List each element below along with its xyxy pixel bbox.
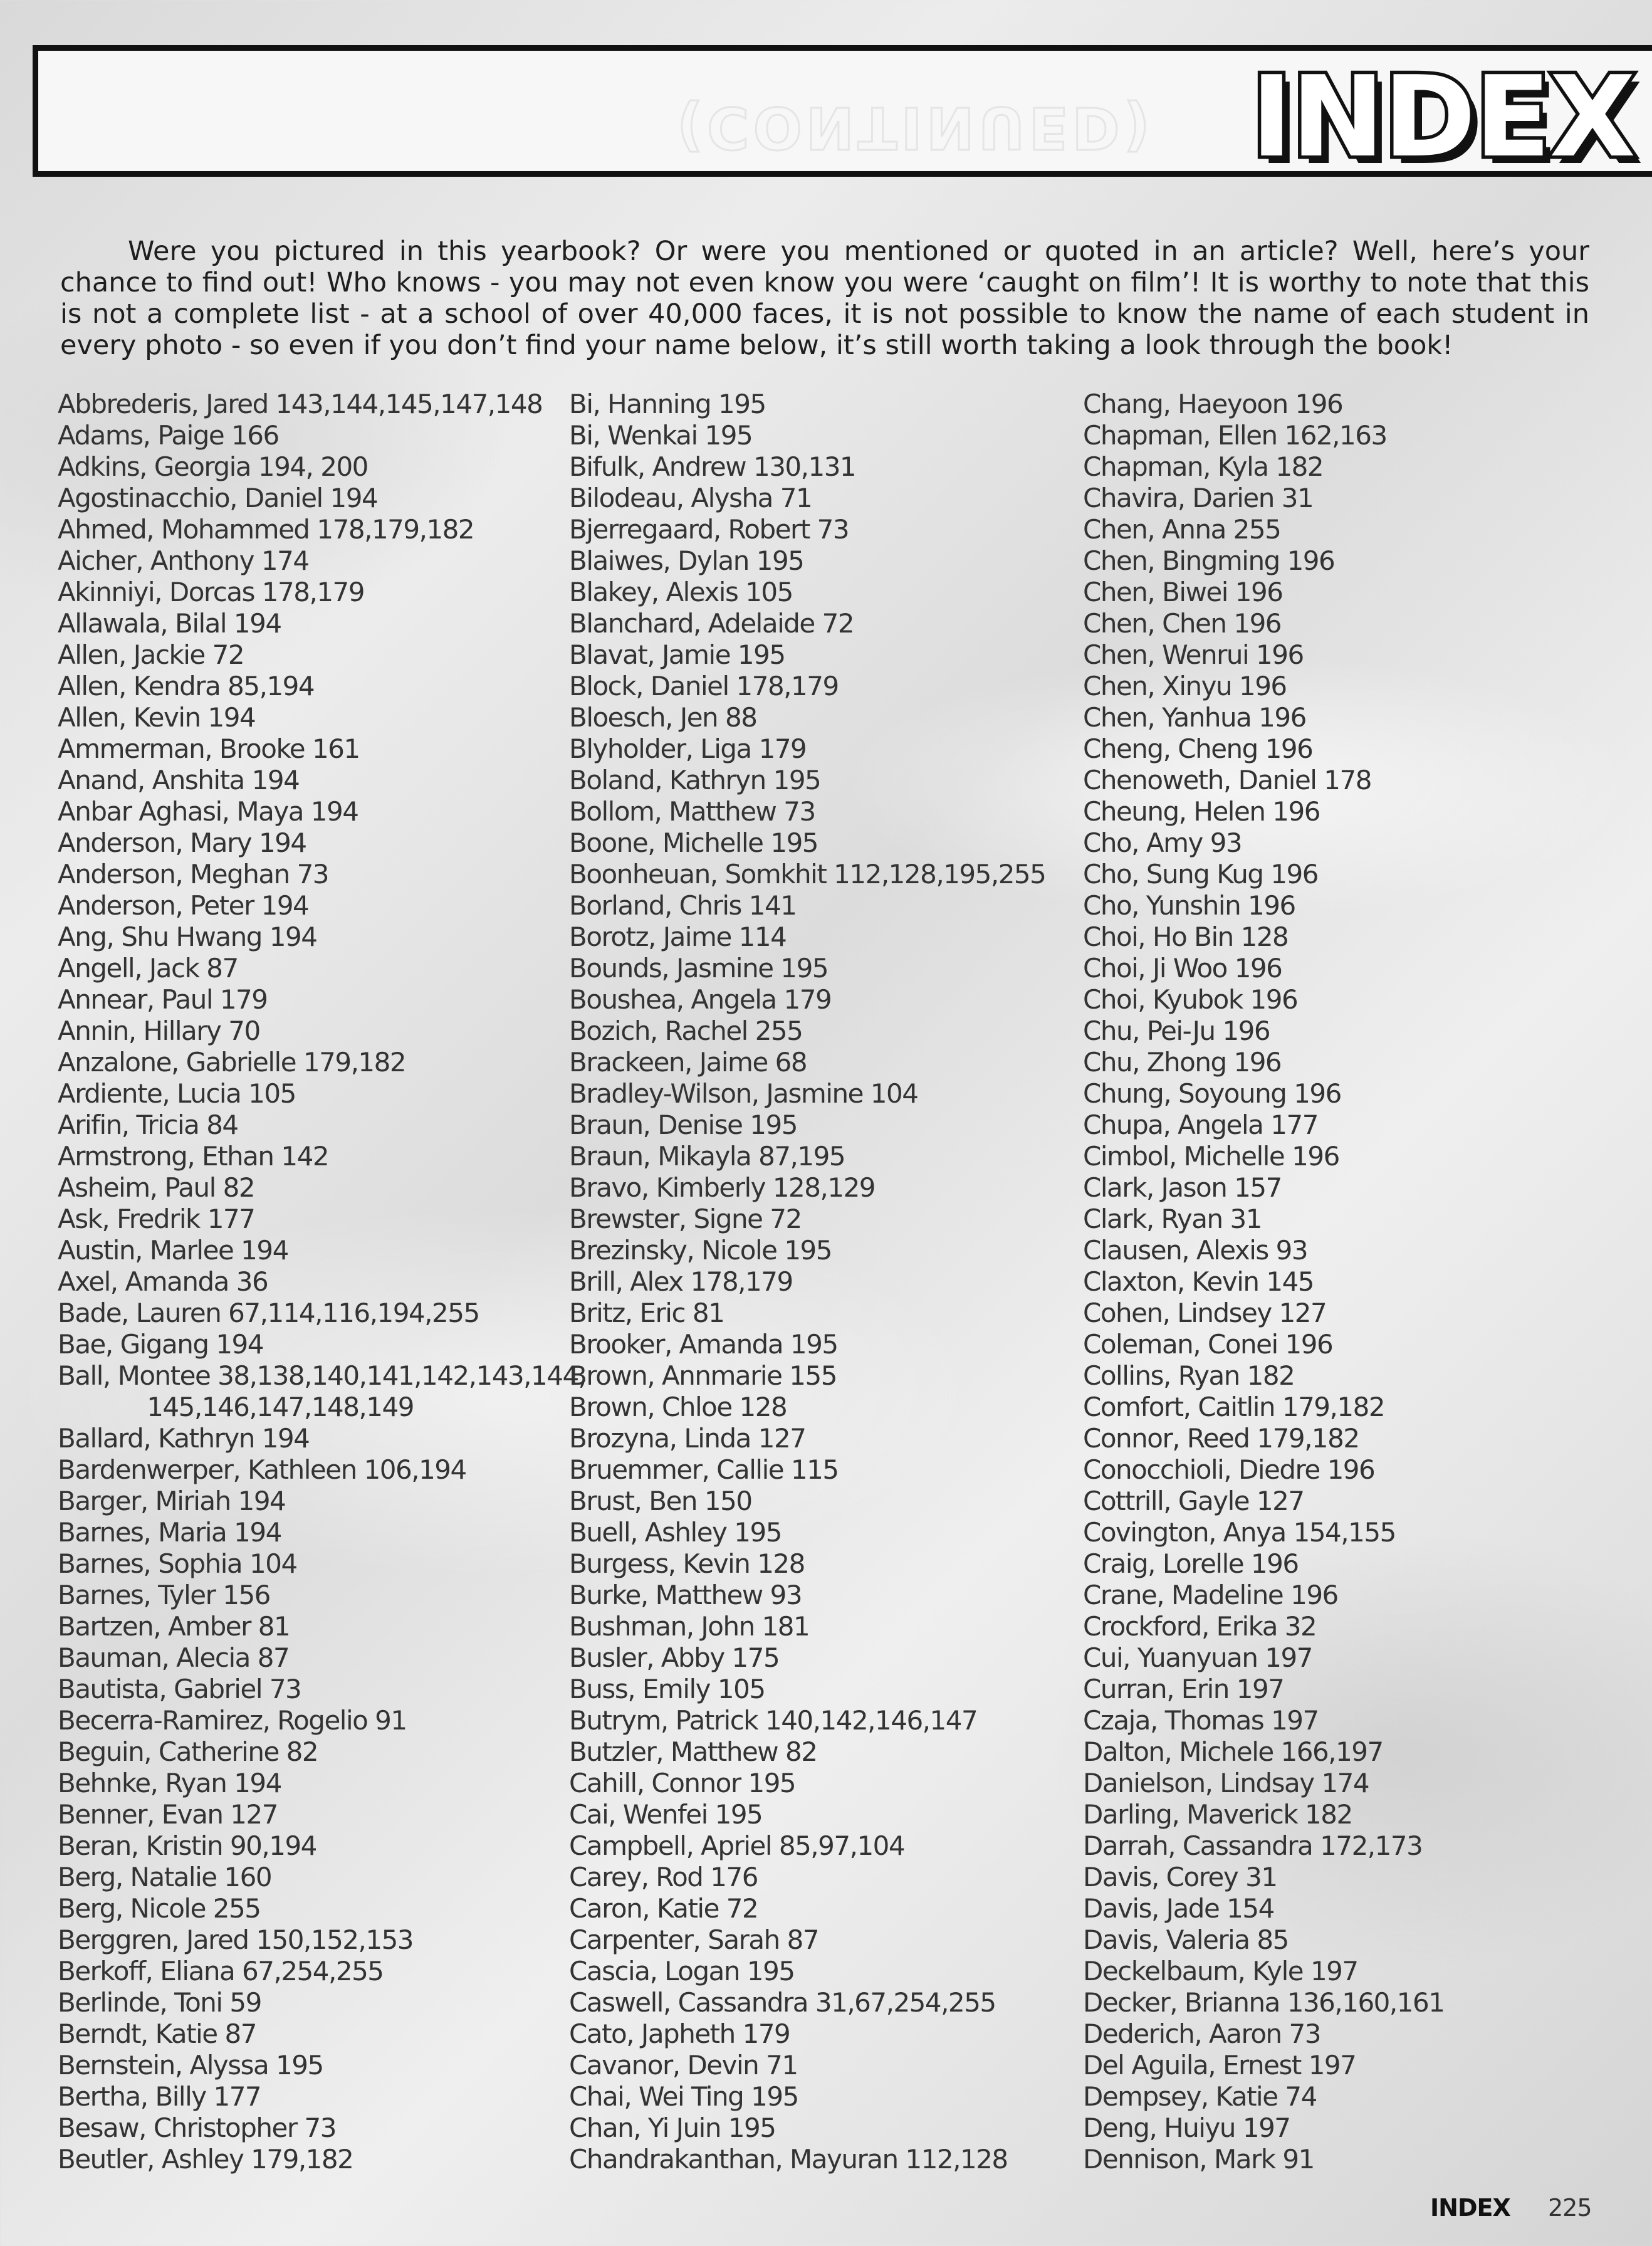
index-entry: Chandrakanthan, Mayuran 112,128: [569, 2144, 1008, 2175]
index-entry: Clark, Ryan 31: [1083, 1204, 1262, 1234]
index-entry: Ask, Fredrik 177: [58, 1204, 255, 1234]
index-entry: Brezinsky, Nicole 195: [569, 1235, 832, 1266]
index-entry: Choi, Kyubok 196: [1083, 984, 1298, 1015]
index-entry: Anderson, Meghan 73: [58, 859, 329, 889]
index-entry: Carpenter, Sarah 87: [569, 1924, 819, 1955]
index-entry: Braun, Mikayla 87,195: [569, 1141, 845, 1172]
index-entry: Blaiwes, Dylan 195: [569, 545, 804, 576]
index-entry: Benner, Evan 127: [58, 1799, 278, 1830]
index-entry: Clausen, Alexis 93: [1083, 1235, 1308, 1266]
index-entry: Adkins, Georgia 194, 200: [58, 451, 368, 482]
index-entry: Bernstein, Alyssa 195: [58, 2050, 323, 2081]
index-entry: Chenoweth, Daniel 178: [1083, 765, 1371, 795]
index-entry: Arifin, Tricia 84: [58, 1110, 238, 1140]
index-entry: Chai, Wei Ting 195: [569, 2081, 798, 2112]
index-entry: Bilodeau, Alysha 71: [569, 483, 812, 513]
index-entry: Cai, Wenfei 195: [569, 1799, 763, 1830]
index-entry: Burgess, Kevin 128: [569, 1548, 805, 1579]
index-entry: Bravo, Kimberly 128,129: [569, 1172, 876, 1203]
index-entry: Curran, Erin 197: [1083, 1674, 1284, 1704]
index-entry: Brackeen, Jaime 68: [569, 1047, 807, 1078]
index-entry: Ballard, Kathryn 194: [58, 1423, 310, 1454]
index-entry: Bae, Gigang 194: [58, 1329, 263, 1360]
index-entry: Blanchard, Adelaide 72: [569, 608, 854, 639]
index-entry: Annin, Hillary 70: [58, 1015, 260, 1046]
index-entry: Chen, Anna 255: [1083, 514, 1281, 545]
index-entry: Berkoff, Eliana 67,254,255: [58, 1956, 384, 1986]
index-entry: Chen, Biwei 196: [1083, 577, 1283, 607]
index-entry: Aicher, Anthony 174: [58, 545, 309, 576]
index-entry: 145,146,147,148,149: [58, 1392, 414, 1422]
page-title: INDEX: [1251, 52, 1634, 182]
index-entry: Barnes, Tyler 156: [58, 1580, 270, 1610]
index-entry: Britz, Eric 81: [569, 1298, 724, 1328]
index-entry: Choi, Ji Woo 196: [1083, 953, 1282, 984]
index-entry: Cho, Sung Kug 196: [1083, 859, 1318, 889]
index-entry: Allen, Kevin 194: [58, 702, 256, 733]
intro-paragraph: Were you pictured in this yearbook? Or were you mentioned or quoted in an article? Well, here’s your chance to find out! Who knows - you may not even know you were ‘caught on film’! It is worthy to note that this is not a complete list - at a school of over 40,000 faces, it is not possible to know the name of each student in every photo - so even if you don’t find your name below, it’s still worth taking a look through the book!: [60, 236, 1589, 361]
index-entry: Bushman, John 181: [569, 1611, 810, 1642]
index-entry: Adams, Paige 166: [58, 420, 279, 451]
index-entry: Butrym, Patrick 140,142,146,147: [569, 1705, 978, 1736]
index-entry: Bartzen, Amber 81: [58, 1611, 290, 1642]
index-entry: Bi, Wenkai 195: [569, 420, 753, 451]
index-column-3: [1083, 389, 1444, 2175]
index-entry: Crockford, Erika 32: [1083, 1611, 1317, 1642]
index-entry: Bauman, Alecia 87: [58, 1642, 290, 1673]
index-entry: Borland, Chris 141: [569, 890, 797, 921]
index-entry: Bjerregaard, Robert 73: [569, 514, 849, 545]
index-entry: Bounds, Jasmine 195: [569, 953, 829, 984]
index-entry: Czaja, Thomas 197: [1083, 1705, 1319, 1736]
index-entry: Allawala, Bilal 194: [58, 608, 281, 639]
index-entry: Cheng, Cheng 196: [1083, 733, 1313, 764]
index-entry: Comfort, Caitlin 179,182: [1083, 1392, 1385, 1422]
index-entry: Bifulk, Andrew 130,131: [569, 451, 856, 482]
index-entry: Cimbol, Michelle 196: [1083, 1141, 1339, 1172]
page-number: 225: [1548, 2194, 1592, 2222]
index-entry: Caswell, Cassandra 31,67,254,255: [569, 1987, 996, 2018]
index-entry: Barnes, Sophia 104: [58, 1548, 297, 1579]
index-entry: Blakey, Alexis 105: [569, 577, 793, 607]
index-entry: Barger, Miriah 194: [58, 1486, 286, 1516]
index-entry: Austin, Marlee 194: [58, 1235, 288, 1266]
index-entry: Ardiente, Lucia 105: [58, 1078, 296, 1109]
index-entry: Armstrong, Ethan 142: [58, 1141, 329, 1172]
index-entry: Cottrill, Gayle 127: [1083, 1486, 1304, 1516]
index-entry: Ang, Shu Hwang 194: [58, 921, 317, 952]
index-entry: Axel, Amanda 36: [58, 1266, 268, 1297]
index-entry: Cavanor, Devin 71: [569, 2050, 798, 2081]
index-entry: Dempsey, Katie 74: [1083, 2081, 1317, 2112]
index-entry: Butzler, Matthew 82: [569, 1736, 817, 1767]
index-entry: Burke, Matthew 93: [569, 1580, 802, 1610]
index-entry: Brown, Chloe 128: [569, 1392, 787, 1422]
index-entry: Bradley-Wilson, Jasmine 104: [569, 1078, 918, 1109]
index-entry: Bardenwerper, Kathleen 106,194: [58, 1454, 466, 1485]
index-entry: Ahmed, Mohammed 178,179,182: [58, 514, 474, 545]
index-entry: Chen, Yanhua 196: [1083, 702, 1306, 733]
index-entry: Anbar Aghasi, Maya 194: [58, 796, 358, 827]
index-entry: Brust, Ben 150: [569, 1486, 752, 1516]
index-entry: Boland, Kathryn 195: [569, 765, 821, 795]
index-entry: Del Aguila, Ernest 197: [1083, 2050, 1356, 2081]
index-entry: Clark, Jason 157: [1083, 1172, 1282, 1203]
index-entry: Blavat, Jamie 195: [569, 639, 785, 670]
index-entry: Braun, Denise 195: [569, 1110, 797, 1140]
index-entry: Bollom, Matthew 73: [569, 796, 815, 827]
index-entry: Allen, Kendra 85,194: [58, 671, 315, 701]
index-entry: Brill, Alex 178,179: [569, 1266, 793, 1297]
index-entry: Chupa, Angela 177: [1083, 1110, 1318, 1140]
index-entry: Brewster, Signe 72: [569, 1204, 802, 1234]
index-entry: Buss, Emily 105: [569, 1674, 765, 1704]
index-entry: Anderson, Peter 194: [58, 890, 309, 921]
index-entry: Dalton, Michele 166,197: [1083, 1736, 1383, 1767]
index-entry: Deng, Huiyu 197: [1083, 2112, 1290, 2143]
index-entry: Choi, Ho Bin 128: [1083, 921, 1289, 952]
index-entry: Agostinacchio, Daniel 194: [58, 483, 378, 513]
index-entry: Berggren, Jared 150,152,153: [58, 1924, 414, 1955]
index-entry: Chapman, Ellen 162,163: [1083, 420, 1387, 451]
index-entry: Bautista, Gabriel 73: [58, 1674, 301, 1704]
index-entry: Allen, Jackie 72: [58, 639, 244, 670]
index-entry: Beguin, Catherine 82: [58, 1736, 318, 1767]
index-entry: Blyholder, Liga 179: [569, 733, 807, 764]
index-entry: Cho, Yunshin 196: [1083, 890, 1295, 921]
index-entry: Davis, Corey 31: [1083, 1862, 1277, 1892]
index-entry: Bruemmer, Callie 115: [569, 1454, 839, 1485]
index-entry: Borotz, Jaime 114: [569, 921, 787, 952]
footer-section-label: INDEX: [1430, 2194, 1510, 2222]
index-entry: Boone, Michelle 195: [569, 827, 818, 858]
index-entry: Chung, Soyoung 196: [1083, 1078, 1341, 1109]
index-entry: Chen, Wenrui 196: [1083, 639, 1304, 670]
index-entry: Akinniyi, Dorcas 178,179: [58, 577, 364, 607]
index-entry: Anand, Anshita 194: [58, 765, 300, 795]
index-entry: Brooker, Amanda 195: [569, 1329, 838, 1360]
index-entry: Chu, Pei-Ju 196: [1083, 1015, 1270, 1046]
index-entry: Beran, Kristin 90,194: [58, 1830, 316, 1861]
index-entry: Coleman, Conei 196: [1083, 1329, 1333, 1360]
index-entry: Davis, Jade 154: [1083, 1893, 1274, 1924]
index-entry: Berg, Nicole 255: [58, 1893, 261, 1924]
index-entry: Becerra-Ramirez, Rogelio 91: [58, 1705, 407, 1736]
index-entry: Bozich, Rachel 255: [569, 1015, 803, 1046]
index-entry: Chen, Bingming 196: [1083, 545, 1335, 576]
index-entry: Cui, Yuanyuan 197: [1083, 1642, 1312, 1673]
index-entry: Chang, Haeyoon 196: [1083, 389, 1343, 419]
index-entry: Cohen, Lindsey 127: [1083, 1298, 1327, 1328]
index-entry: Danielson, Lindsay 174: [1083, 1768, 1369, 1798]
index-entry: Ball, Montee 38,138,140,141,142,143,144,: [58, 1360, 586, 1391]
index-entry: Carey, Rod 176: [569, 1862, 758, 1892]
index-column-1: [58, 389, 586, 2175]
index-entry: Dennison, Mark 91: [1083, 2144, 1314, 2175]
index-entry: Berlinde, Toni 59: [58, 1987, 261, 2018]
index-entry: Chapman, Kyla 182: [1083, 451, 1324, 482]
index-entry: Chavira, Darien 31: [1083, 483, 1314, 513]
index-entry: Abbrederis, Jared 143,144,145,147,148: [58, 389, 543, 419]
index-entry: Cascia, Logan 195: [569, 1956, 795, 1986]
index-entry: Busler, Abby 175: [569, 1642, 780, 1673]
index-entry: Bertha, Billy 177: [58, 2081, 261, 2112]
index-entry: Chen, Chen 196: [1083, 608, 1282, 639]
index-entry: Buell, Ashley 195: [569, 1517, 782, 1548]
index-entry: Boushea, Angela 179: [569, 984, 832, 1015]
index-entry: Angell, Jack 87: [58, 953, 238, 984]
index-entry: Bade, Lauren 67,114,116,194,255: [58, 1298, 479, 1328]
index-entry: Dederich, Aaron 73: [1083, 2018, 1320, 2049]
index-entry: Chen, Xinyu 196: [1083, 671, 1287, 701]
index-entry: Deckelbaum, Kyle 197: [1083, 1956, 1358, 1986]
index-entry: Decker, Brianna 136,160,161: [1083, 1987, 1445, 2018]
index-entry: Chan, Yi Juin 195: [569, 2112, 776, 2143]
index-entry: Connor, Reed 179,182: [1083, 1423, 1359, 1454]
index-entry: Cheung, Helen 196: [1083, 796, 1320, 827]
index-entry: Berg, Natalie 160: [58, 1862, 272, 1892]
index-entry: Cho, Amy 93: [1083, 827, 1242, 858]
index-entry: Anzalone, Gabrielle 179,182: [58, 1047, 406, 1078]
index-entry: Collins, Ryan 182: [1083, 1360, 1295, 1391]
index-entry: Barnes, Maria 194: [58, 1517, 281, 1548]
index-entry: Asheim, Paul 82: [58, 1172, 255, 1203]
index-entry: Darrah, Cassandra 172,173: [1083, 1830, 1423, 1861]
index-entry: Behnke, Ryan 194: [58, 1768, 281, 1798]
index-entry: Boonheuan, Somkhit 112,128,195,255: [569, 859, 1046, 889]
header-ghost-text: (CONTINUED): [677, 94, 1154, 161]
index-entry: Covington, Anya 154,155: [1083, 1517, 1396, 1548]
index-entry: Conocchioli, Diedre 196: [1083, 1454, 1375, 1485]
index-entry: Anderson, Mary 194: [58, 827, 306, 858]
index-entry: Davis, Valeria 85: [1083, 1924, 1289, 1955]
index-entry: Crane, Madeline 196: [1083, 1580, 1338, 1610]
index-entry: Ammerman, Brooke 161: [58, 733, 360, 764]
index-entry: Besaw, Christopher 73: [58, 2112, 336, 2143]
index-entry: Cato, Japheth 179: [569, 2018, 790, 2049]
index-entry: Bloesch, Jen 88: [569, 702, 757, 733]
index-entry: Craig, Lorelle 196: [1083, 1548, 1299, 1579]
index-entry: Claxton, Kevin 145: [1083, 1266, 1314, 1297]
index-entry: Darling, Maverick 182: [1083, 1799, 1352, 1830]
index-entry: Campbell, Apriel 85,97,104: [569, 1830, 905, 1861]
index-entry: Beutler, Ashley 179,182: [58, 2144, 353, 2175]
index-entry: Block, Daniel 178,179: [569, 671, 839, 701]
index-entry: Chu, Zhong 196: [1083, 1047, 1282, 1078]
index-entry: Bi, Hanning 195: [569, 389, 766, 419]
index-column-2: [569, 389, 1045, 2175]
index-entry: Brown, Annmarie 155: [569, 1360, 837, 1391]
index-entry: Brozyna, Linda 127: [569, 1423, 806, 1454]
index-entry: Caron, Katie 72: [569, 1893, 758, 1924]
index-entry: Annear, Paul 179: [58, 984, 268, 1015]
index-entry: Berndt, Katie 87: [58, 2018, 256, 2049]
index-entry: Cahill, Connor 195: [569, 1768, 796, 1798]
